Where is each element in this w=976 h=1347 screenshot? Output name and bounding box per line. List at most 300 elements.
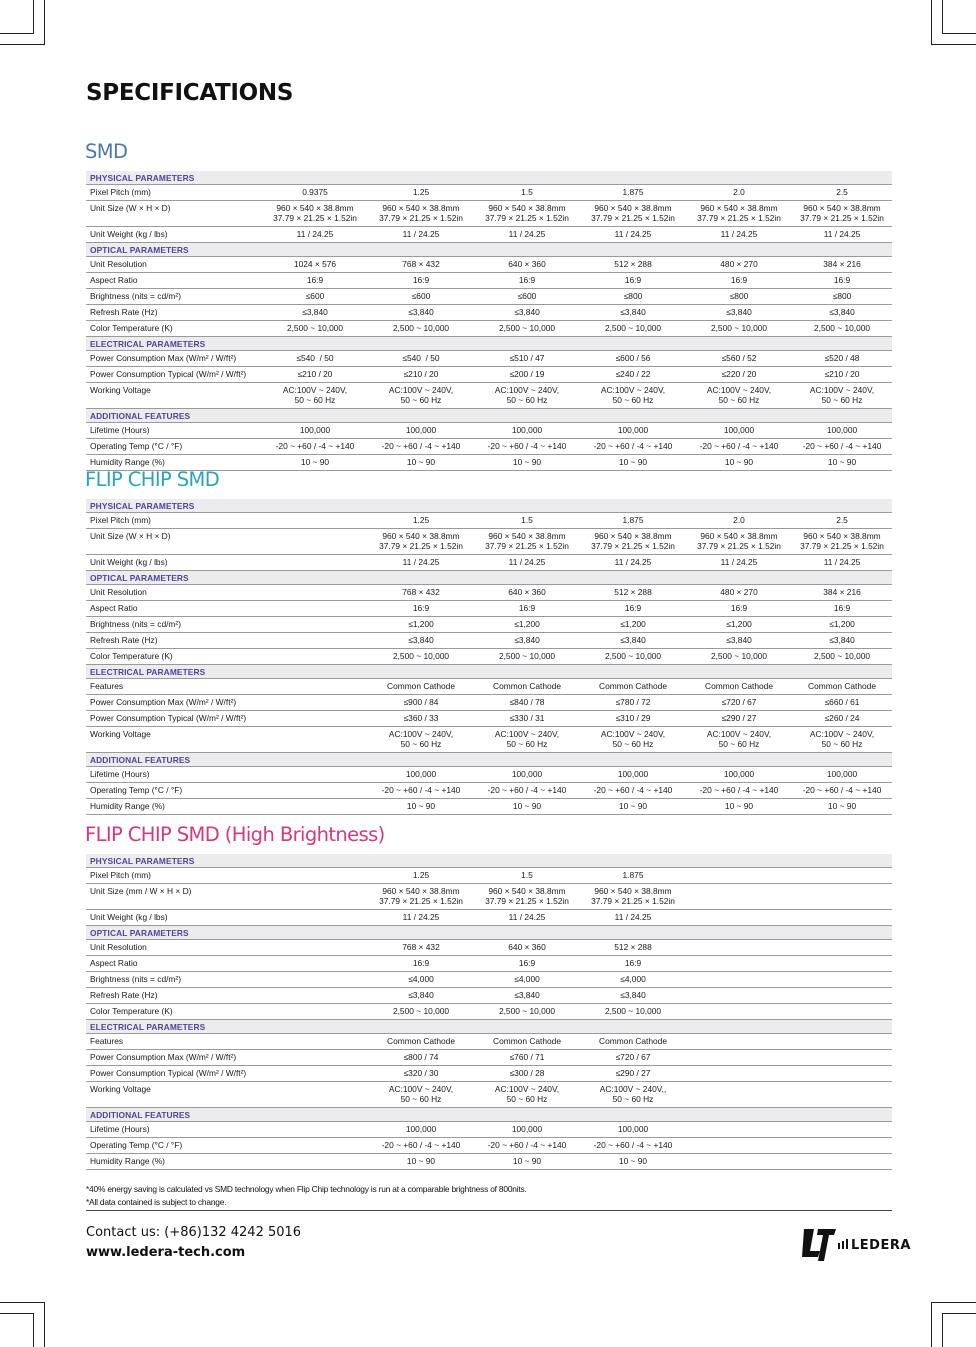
spec-value xyxy=(262,1082,368,1108)
spec-value: ≤840 / 78 xyxy=(474,695,580,711)
spec-row-brightness-nits-cd-m xyxy=(86,972,892,988)
spec-value: 16:9 xyxy=(686,601,792,617)
spec-value xyxy=(262,1050,368,1066)
spec-value: ≤3,840 xyxy=(686,305,792,321)
spec-value: ≤600 / 56 xyxy=(580,351,686,367)
spec-label: Humidity Range (%) xyxy=(86,455,262,471)
spec-row-color-temperature-k xyxy=(86,1004,892,1020)
spec-value xyxy=(262,529,368,555)
spec-label: Operating Temp (°C / °F) xyxy=(86,783,262,799)
spec-value: 2.0 xyxy=(686,185,792,201)
spec-label: Brightness (nits = cd/m²) xyxy=(86,972,262,988)
spec-value: 16:9 xyxy=(262,273,368,289)
spec-label: Working Voltage xyxy=(86,383,262,409)
spec-value: 2,500 ~ 10,000 xyxy=(580,649,686,665)
spec-value: -20 ~ +60 / -4 ~ +140 xyxy=(474,1138,580,1154)
spec-value: ≤660 / 61 xyxy=(792,695,892,711)
spec-value: -20 ~ +60 / -4 ~ +140 xyxy=(368,439,474,455)
spec-value: 100,000 xyxy=(580,767,686,783)
spec-value: 16:9 xyxy=(474,601,580,617)
spec-row-lifetime-hours xyxy=(86,423,892,439)
spec-row-pixel-pitch-mm xyxy=(86,185,892,201)
spec-value: AC:100V ~ 240V, 50 ~ 60 Hz xyxy=(368,383,474,409)
spec-value: ≤4,000 xyxy=(368,972,474,988)
spec-value: ≤3,840 xyxy=(792,633,892,649)
spec-value: 512 × 288 xyxy=(580,940,686,956)
spec-value: 512 × 288 xyxy=(580,257,686,273)
spec-value xyxy=(686,1082,792,1108)
spec-value: 2,500 ~ 10,000 xyxy=(580,321,686,337)
spec-value: 960 × 540 × 38.8mm 37.79 × 21.25 × 1.52in xyxy=(474,529,580,555)
spec-value xyxy=(262,783,368,799)
spec-value: ≤1,200 xyxy=(474,617,580,633)
spec-value: 640 × 360 xyxy=(474,940,580,956)
spec-value: ≤260 / 24 xyxy=(792,711,892,727)
spec-value: ≤540 / 50 xyxy=(368,351,474,367)
category-header-electrical-parameters xyxy=(86,337,892,351)
spec-value xyxy=(686,1122,792,1138)
category-label: OPTICAL PARAMETERS xyxy=(86,926,892,940)
spec-value: -20 ~ +60 / -4 ~ +140 xyxy=(580,783,686,799)
category-header-additional-features xyxy=(86,753,892,767)
spec-value: 2,500 ~ 10,000 xyxy=(686,649,792,665)
spec-value: ≤800 xyxy=(580,289,686,305)
spec-value: 100,000 xyxy=(686,767,792,783)
spec-value: 100,000 xyxy=(580,423,686,439)
spec-value: 10 ~ 90 xyxy=(686,799,792,815)
page-title: SPECIFICATIONS xyxy=(86,80,294,106)
spec-value: ≤800 xyxy=(686,289,792,305)
spec-value: 2,500 ~ 10,000 xyxy=(368,321,474,337)
spec-value xyxy=(262,1154,368,1170)
spec-value: ≤720 / 67 xyxy=(580,1050,686,1066)
spec-value: 960 × 540 × 38.8mm 37.79 × 21.25 × 1.52in xyxy=(686,529,792,555)
spec-value: 11 / 24.25 xyxy=(368,555,474,571)
spec-row-features xyxy=(86,679,892,695)
spec-value xyxy=(686,1004,792,1020)
spec-value: 100,000 xyxy=(686,423,792,439)
spec-value xyxy=(792,1004,892,1020)
spec-label: Operating Temp (°C / °F) xyxy=(86,1138,262,1154)
spec-label: Unit Size (mm / W × H × D) xyxy=(86,884,262,910)
spec-value: 10 ~ 90 xyxy=(474,455,580,471)
spec-value: ≤900 / 84 xyxy=(368,695,474,711)
spec-value: 768 × 432 xyxy=(368,585,474,601)
spec-value xyxy=(262,727,368,753)
spec-value xyxy=(262,799,368,815)
category-label: ELECTRICAL PARAMETERS xyxy=(86,337,892,351)
spec-value: AC:100V ~ 240V, 50 ~ 60 Hz xyxy=(686,383,792,409)
spec-row-working-voltage xyxy=(86,1082,892,1108)
spec-row-brightness-nits-cd-m xyxy=(86,289,892,305)
spec-value xyxy=(792,1154,892,1170)
spec-value: -20 ~ +60 / -4 ~ +140 xyxy=(368,783,474,799)
spec-value xyxy=(792,1122,892,1138)
spec-label: Power Consumption Typical (W/m² / W/ft²) xyxy=(86,711,262,727)
spec-table-flip-chip xyxy=(86,499,892,815)
spec-value: 11 / 24.25 xyxy=(474,555,580,571)
spec-value: ≤510 / 47 xyxy=(474,351,580,367)
category-header-optical-parameters xyxy=(86,571,892,585)
spec-value: 480 × 270 xyxy=(686,257,792,273)
spec-value: Common Cathode xyxy=(580,1034,686,1050)
spec-row-power-consumption-typical-w-m-w-ft xyxy=(86,367,892,383)
spec-value: AC:100V ~ 240V, 50 ~ 60 Hz xyxy=(262,383,368,409)
spec-value: 100,000 xyxy=(474,767,580,783)
spec-value: ≤290 / 27 xyxy=(580,1066,686,1082)
spec-value: 16:9 xyxy=(474,273,580,289)
spec-value xyxy=(262,1122,368,1138)
spec-value xyxy=(262,988,368,1004)
spec-value: 16:9 xyxy=(368,956,474,972)
spec-label: Aspect Ratio xyxy=(86,956,262,972)
spec-value: AC:100V ~ 240V, 50 ~ 60 Hz xyxy=(686,727,792,753)
website-link[interactable]: www.ledera-tech.com xyxy=(86,1245,246,1260)
spec-row-humidity-range xyxy=(86,1154,892,1170)
spec-value: 100,000 xyxy=(474,423,580,439)
spec-value xyxy=(262,513,368,529)
spec-label: Unit Resolution xyxy=(86,940,262,956)
spec-value: 10 ~ 90 xyxy=(686,455,792,471)
spec-row-aspect-ratio xyxy=(86,956,892,972)
spec-value: 100,000 xyxy=(368,767,474,783)
spec-value: 960 × 540 × 38.8mm 37.79 × 21.25 × 1.52in xyxy=(262,201,368,227)
spec-label: Power Consumption Max (W/m² / W/ft²) xyxy=(86,351,262,367)
category-label: PHYSICAL PARAMETERS xyxy=(86,171,892,185)
spec-value xyxy=(686,884,792,910)
spec-value: 11 / 24.25 xyxy=(262,227,368,243)
crop-mark-icon xyxy=(0,33,34,34)
spec-value: 1.5 xyxy=(474,185,580,201)
spec-label: Unit Weight (kg / lbs) xyxy=(86,555,262,571)
spec-value: ≤3,840 xyxy=(368,988,474,1004)
spec-value: -20 ~ +60 / -4 ~ +140 xyxy=(474,783,580,799)
spec-value: 2,500 ~ 10,000 xyxy=(368,649,474,665)
spec-value: AC:100V ~ 240V, 50 ~ 60 Hz xyxy=(368,1082,474,1108)
spec-value xyxy=(262,868,368,884)
category-header-physical-parameters xyxy=(86,171,892,185)
spec-row-pixel-pitch-mm xyxy=(86,868,892,884)
spec-value xyxy=(686,1066,792,1082)
spec-row-refresh-rate-hz xyxy=(86,988,892,1004)
category-header-electrical-parameters xyxy=(86,1020,892,1034)
spec-value: ≤360 / 33 xyxy=(368,711,474,727)
spec-value: 768 × 432 xyxy=(368,257,474,273)
spec-value: 16:9 xyxy=(368,273,474,289)
category-header-optical-parameters xyxy=(86,243,892,257)
category-label: ADDITIONAL FEATURES xyxy=(86,409,892,423)
spec-value xyxy=(262,767,368,783)
spec-value: 2,500 ~ 10,000 xyxy=(368,1004,474,1020)
spec-value: ≤3,840 xyxy=(580,633,686,649)
spec-value xyxy=(686,940,792,956)
spec-value: 2,500 ~ 10,000 xyxy=(474,1004,580,1020)
spec-value xyxy=(262,940,368,956)
spec-value: ≤3,840 xyxy=(474,988,580,1004)
spec-value xyxy=(262,1004,368,1020)
spec-value: 960 × 540 × 38.8mm 37.79 × 21.25 × 1.52in xyxy=(368,884,474,910)
spec-value: 11 / 24.25 xyxy=(580,910,686,926)
spec-value: -20 ~ +60 / -4 ~ +140 xyxy=(262,439,368,455)
spec-row-unit-resolution xyxy=(86,585,892,601)
spec-value: ≤210 / 20 xyxy=(792,367,892,383)
spec-value: AC:100V ~ 240V, 50 ~ 60 Hz xyxy=(474,1082,580,1108)
crop-mark-icon xyxy=(0,44,45,45)
spec-value: AC:100V ~ 240V, 50 ~ 60 Hz xyxy=(792,383,892,409)
footnotes xyxy=(86,1183,527,1209)
spec-value: 960 × 540 × 38.8mm 37.79 × 21.25 × 1.52in xyxy=(792,201,892,227)
spec-value: -20 ~ +60 / -4 ~ +140 xyxy=(580,1138,686,1154)
crop-mark-icon xyxy=(931,1302,932,1347)
spec-row-operating-temp-c-f xyxy=(86,783,892,799)
category-label: PHYSICAL PARAMETERS xyxy=(86,499,892,513)
spec-value: 10 ~ 90 xyxy=(792,799,892,815)
spec-value: 960 × 540 × 38.8mm 37.79 × 21.25 × 1.52in xyxy=(368,201,474,227)
spec-value: -20 ~ +60 / -4 ~ +140 xyxy=(580,439,686,455)
spec-value: AC:100V ~ 240V,, 50 ~ 60 Hz xyxy=(580,1082,686,1108)
spec-value: -20 ~ +60 / -4 ~ +140 xyxy=(474,439,580,455)
spec-value: 100,000 xyxy=(474,1122,580,1138)
spec-value: ≤1,200 xyxy=(686,617,792,633)
spec-row-power-consumption-max-w-m-w-ft xyxy=(86,351,892,367)
section-title-high-brightness: FLIP CHIP SMD (High Brightness) xyxy=(85,823,385,846)
spec-label: Features xyxy=(86,679,262,695)
spec-label: Unit Weight (kg / lbs) xyxy=(86,910,262,926)
spec-value: 1.875 xyxy=(580,185,686,201)
spec-value: 960 × 540 × 38.8mm 37.79 × 21.25 × 1.52in xyxy=(792,529,892,555)
spec-label: Brightness (nits = cd/m²) xyxy=(86,289,262,305)
spec-value: 2.5 xyxy=(792,185,892,201)
spec-row-power-consumption-max-w-m-w-ft xyxy=(86,695,892,711)
spec-value: 512 × 288 xyxy=(580,585,686,601)
category-label: OPTICAL PARAMETERS xyxy=(86,243,892,257)
logo-wordmark: LEDERA xyxy=(851,1238,911,1253)
spec-value: 11 / 24.25 xyxy=(368,910,474,926)
spec-value: 1.25 xyxy=(368,868,474,884)
spec-value: 16:9 xyxy=(368,601,474,617)
category-label: PHYSICAL PARAMETERS xyxy=(86,854,892,868)
spec-value xyxy=(262,711,368,727)
spec-value: 480 × 270 xyxy=(686,585,792,601)
spec-value: 100,000 xyxy=(792,767,892,783)
spec-value: AC:100V ~ 240V, 50 ~ 60 Hz xyxy=(580,727,686,753)
spec-label: Brightness (nits = cd/m²) xyxy=(86,617,262,633)
spec-label: Unit Size (W × H × D) xyxy=(86,201,262,227)
category-header-additional-features xyxy=(86,409,892,423)
spec-value: ≤330 / 31 xyxy=(474,711,580,727)
category-header-additional-features xyxy=(86,1108,892,1122)
spec-value: 384 × 216 xyxy=(792,585,892,601)
spec-value xyxy=(792,1050,892,1066)
crop-mark-icon xyxy=(931,1302,976,1303)
spec-row-aspect-ratio xyxy=(86,273,892,289)
spec-value: 960 × 540 × 38.8mm 37.79 × 21.25 × 1.52in xyxy=(580,884,686,910)
spec-label: Lifetime (Hours) xyxy=(86,1122,262,1138)
spec-value xyxy=(792,972,892,988)
spec-label: Unit Weight (kg / lbs) xyxy=(86,227,262,243)
spec-row-unit-weight-kg-lbs xyxy=(86,910,892,926)
spec-value xyxy=(792,1138,892,1154)
spec-value: -20 ~ +60 / -4 ~ +140 xyxy=(792,439,892,455)
spec-value: ≤290 / 27 xyxy=(686,711,792,727)
category-label: ADDITIONAL FEATURES xyxy=(86,1108,892,1122)
spec-value: 2.5 xyxy=(792,513,892,529)
spec-value: 11 / 24.25 xyxy=(686,227,792,243)
spec-value: 2,500 ~ 10,000 xyxy=(580,1004,686,1020)
spec-value: ≤300 / 28 xyxy=(474,1066,580,1082)
spec-value: ≤3,840 xyxy=(474,633,580,649)
spec-value: ≤240 / 22 xyxy=(580,367,686,383)
spec-row-humidity-range xyxy=(86,799,892,815)
spec-label: Humidity Range (%) xyxy=(86,799,262,815)
category-header-physical-parameters xyxy=(86,499,892,513)
spec-value xyxy=(262,601,368,617)
spec-value: -20 ~ +60 / -4 ~ +140 xyxy=(686,439,792,455)
category-header-optical-parameters xyxy=(86,926,892,940)
category-header-physical-parameters xyxy=(86,854,892,868)
footnote: *40% energy saving is calculated vs SMD technology when Flip Chip technology is run at a comparable brightness of 800nits. xyxy=(86,1184,527,1194)
spec-value: ≤310 / 29 xyxy=(580,711,686,727)
spec-value: 2,500 ~ 10,000 xyxy=(474,649,580,665)
spec-label: Refresh Rate (Hz) xyxy=(86,988,262,1004)
spec-row-unit-weight-kg-lbs xyxy=(86,555,892,571)
spec-value xyxy=(262,884,368,910)
spec-value: ≤3,840 xyxy=(580,305,686,321)
spec-value xyxy=(686,988,792,1004)
spec-value xyxy=(262,617,368,633)
spec-label: Unit Size (W × H × D) xyxy=(86,529,262,555)
spec-row-power-consumption-max-w-m-w-ft xyxy=(86,1050,892,1066)
spec-value: ≤3,840 xyxy=(368,633,474,649)
spec-value xyxy=(792,956,892,972)
footer-divider xyxy=(86,1210,892,1211)
spec-row-features xyxy=(86,1034,892,1050)
spec-row-color-temperature-k xyxy=(86,649,892,665)
crop-mark-icon xyxy=(942,1313,943,1347)
spec-value: 100,000 xyxy=(368,1122,474,1138)
spec-value: 11 / 24.25 xyxy=(474,910,580,926)
spec-value: 960 × 540 × 38.8mm 37.79 × 21.25 × 1.52in xyxy=(580,529,686,555)
spec-value: Common Cathode xyxy=(474,1034,580,1050)
spec-label: Lifetime (Hours) xyxy=(86,423,262,439)
spec-row-unit-resolution xyxy=(86,940,892,956)
spec-value xyxy=(262,585,368,601)
footnote: *All data contained is subject to change. xyxy=(86,1197,227,1207)
spec-label: Power Consumption Max (W/m² / W/ft²) xyxy=(86,1050,262,1066)
spec-value: 768 × 432 xyxy=(368,940,474,956)
spec-value: 2,500 ~ 10,000 xyxy=(792,649,892,665)
spec-value: 2,500 ~ 10,000 xyxy=(474,321,580,337)
spec-row-unit-size-w-h-d xyxy=(86,529,892,555)
spec-value xyxy=(686,1050,792,1066)
spec-value xyxy=(792,910,892,926)
spec-value: 640 × 360 xyxy=(474,257,580,273)
spec-value xyxy=(262,1066,368,1082)
spec-value: 100,000 xyxy=(792,423,892,439)
spec-value: 11 / 24.25 xyxy=(474,227,580,243)
spec-value xyxy=(686,972,792,988)
spec-value: 10 ~ 90 xyxy=(580,1154,686,1170)
spec-value: ≤320 / 30 xyxy=(368,1066,474,1082)
spec-value: ≤800 xyxy=(792,289,892,305)
spec-value: 1.25 xyxy=(368,185,474,201)
spec-value xyxy=(792,1034,892,1050)
spec-value: 2,500 ~ 10,000 xyxy=(792,321,892,337)
spec-value: 960 × 540 × 38.8mm 37.79 × 21.25 × 1.52in xyxy=(474,201,580,227)
spec-value: -20 ~ +60 / -4 ~ +140 xyxy=(792,783,892,799)
spec-value: 11 / 24.25 xyxy=(580,555,686,571)
crop-mark-icon xyxy=(33,1313,34,1347)
spec-label: Lifetime (Hours) xyxy=(86,767,262,783)
section-title-flip-chip: FLIP CHIP SMD xyxy=(85,468,220,491)
spec-value: 10 ~ 90 xyxy=(474,799,580,815)
spec-value xyxy=(792,868,892,884)
spec-value: 2,500 ~ 10,000 xyxy=(686,321,792,337)
crop-mark-icon xyxy=(942,1313,976,1314)
spec-value: ≤540 / 50 xyxy=(262,351,368,367)
spec-value: ≤4,000 xyxy=(580,972,686,988)
contact-phone: Contact us: (+86)132 4242 5016 xyxy=(86,1225,302,1240)
spec-value: AC:100V ~ 240V, 50 ~ 60 Hz xyxy=(580,383,686,409)
spec-value: 960 × 540 × 38.8mm 37.79 × 21.25 × 1.52in xyxy=(686,201,792,227)
spec-label: Aspect Ratio xyxy=(86,273,262,289)
spec-value: Common Cathode xyxy=(368,1034,474,1050)
spec-label: Pixel Pitch (mm) xyxy=(86,868,262,884)
category-label: ADDITIONAL FEATURES xyxy=(86,753,892,767)
spec-value: ≤600 xyxy=(368,289,474,305)
spec-value: AC:100V ~ 240V, 50 ~ 60 Hz xyxy=(474,383,580,409)
spec-value xyxy=(262,679,368,695)
spec-value: ≤1,200 xyxy=(368,617,474,633)
spec-value: ≤3,840 xyxy=(262,305,368,321)
spec-row-lifetime-hours xyxy=(86,767,892,783)
spec-value: ≤780 / 72 xyxy=(580,695,686,711)
spec-value: 960 × 540 × 38.8mm 37.79 × 21.25 × 1.52in xyxy=(580,201,686,227)
spec-label: Unit Resolution xyxy=(86,257,262,273)
spec-value: -20 ~ +60 / -4 ~ +140 xyxy=(368,1138,474,1154)
spec-value: 11 / 24.25 xyxy=(792,227,892,243)
spec-value: 10 ~ 90 xyxy=(580,799,686,815)
spec-value: Common Cathode xyxy=(580,679,686,695)
spec-label: Working Voltage xyxy=(86,1082,262,1108)
spec-value: 11 / 24.25 xyxy=(368,227,474,243)
spec-value: ≤3,840 xyxy=(580,988,686,1004)
spec-value xyxy=(686,910,792,926)
spec-value: 16:9 xyxy=(792,273,892,289)
spec-value xyxy=(792,940,892,956)
spec-value: 16:9 xyxy=(580,956,686,972)
spec-value: ≤210 / 20 xyxy=(262,367,368,383)
spec-value: 16:9 xyxy=(792,601,892,617)
spec-row-aspect-ratio xyxy=(86,601,892,617)
spec-value xyxy=(262,695,368,711)
spec-value: Common Cathode xyxy=(792,679,892,695)
category-header-electrical-parameters xyxy=(86,665,892,679)
spec-row-power-consumption-typical-w-m-w-ft xyxy=(86,711,892,727)
spec-row-working-voltage xyxy=(86,383,892,409)
spec-value: Common Cathode xyxy=(474,679,580,695)
spec-value xyxy=(686,1034,792,1050)
spec-row-unit-resolution xyxy=(86,257,892,273)
spec-value: 10 ~ 90 xyxy=(580,455,686,471)
spec-value: ≤520 / 48 xyxy=(792,351,892,367)
spec-value: 16:9 xyxy=(580,273,686,289)
spec-value: 16:9 xyxy=(474,956,580,972)
spec-value xyxy=(262,972,368,988)
spec-value: 10 ~ 90 xyxy=(474,1154,580,1170)
crop-mark-icon xyxy=(0,1302,45,1303)
spec-value: ≤200 / 19 xyxy=(474,367,580,383)
